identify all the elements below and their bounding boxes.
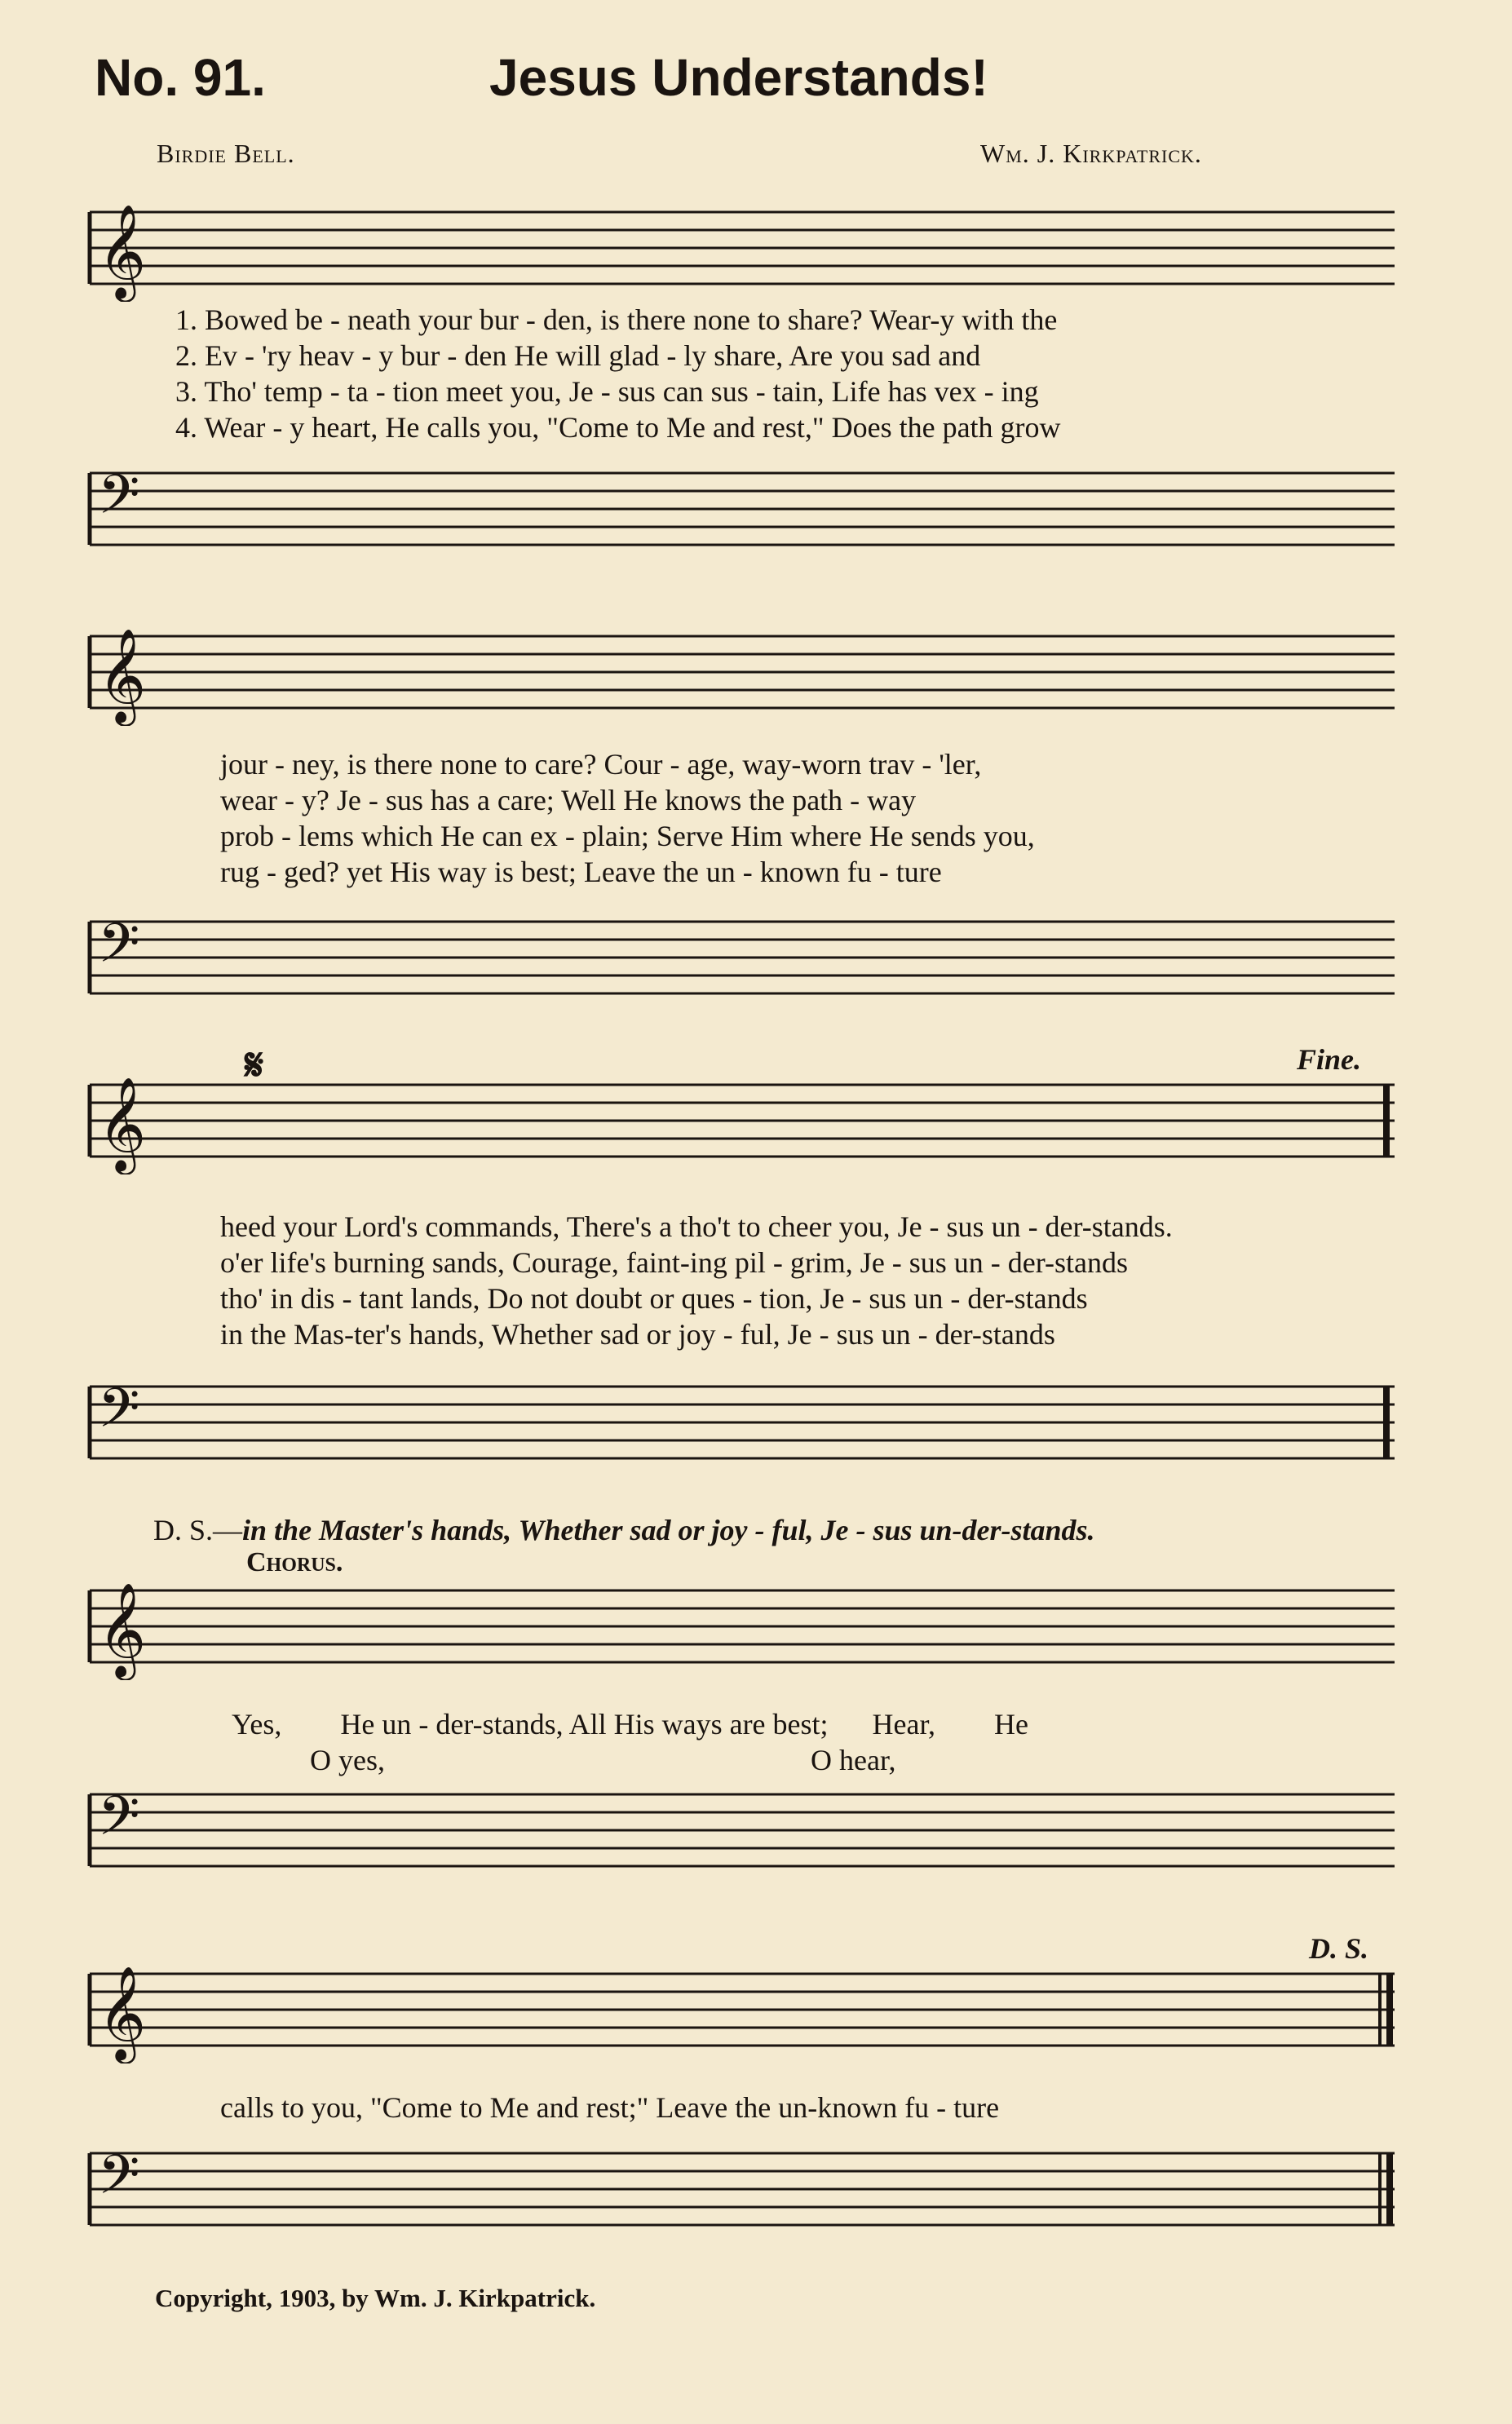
chorus-line-1: Yes, He un - der-stands, All His ways are best; Hear, He <box>232 1708 1029 1741</box>
treble-staff-chorus-1 <box>73 1574 1411 1680</box>
verse-3-line-1: 3. Tho' temp - ta - tion meet you, Je - sus can sus - tain, Life has vex - ing <box>175 375 1039 408</box>
ds-lyric-line <box>153 1513 1095 1547</box>
treble-staff-system-1 <box>73 196 1411 302</box>
ds-prefix: D. S.— <box>153 1514 243 1546</box>
svg-text:𝄢: 𝄢 <box>98 1788 140 1860</box>
svg-text:𝄢: 𝄢 <box>98 1380 140 1452</box>
verse-4-line-3: in the Mas-ter's hands, Whether sad or joy - ful, Je - sus un - der-stands <box>220 1318 1055 1351</box>
bass-staff-chorus-2 <box>73 2137 1411 2243</box>
ds-text: in the Master's hands, Whether sad or joy - ful, Je - sus un-der-stands. <box>242 1514 1095 1546</box>
verse-2-line-2: wear - y? Je - sus has a care; Well He knows the path - way <box>220 784 917 816</box>
svg-text:𝄞: 𝄞 <box>98 1585 147 1675</box>
composer: Wm. J. Kirkpatrick. <box>980 139 1202 168</box>
bass-staff-system-2 <box>73 905 1411 1011</box>
ds-marker: D. S. <box>1309 1932 1369 1965</box>
bass-staff-system-3 <box>73 1370 1411 1476</box>
svg-text:𝄞: 𝄞 <box>98 630 147 721</box>
bass-staff-system-1 <box>73 457 1411 563</box>
segno-icon: 𝄋 <box>245 1041 264 1090</box>
treble-staff-system-3 <box>73 1068 1411 1174</box>
verse-4-line-2: rug - ged? yet His way is best; Leave the un - known fu - ture <box>220 856 942 888</box>
svg-text:𝄢: 𝄢 <box>98 467 140 538</box>
lyricist: Birdie Bell. <box>157 139 295 168</box>
svg-text:𝄢: 𝄢 <box>98 2147 140 2218</box>
verse-1-line-3: heed your Lord's commands, There's a tho't to cheer you, Je - sus un - der-stands. <box>220 1210 1173 1243</box>
svg-text:𝄢: 𝄢 <box>98 915 140 987</box>
verse-1-line-2: jour - ney, is there none to care? Cour - age, way-worn trav - 'ler, <box>220 748 982 781</box>
treble-staff-system-2 <box>73 620 1411 726</box>
hymn-title: Jesus Understands! <box>489 48 988 107</box>
svg-text:𝄞: 𝄞 <box>98 206 147 297</box>
verse-2-line-1: 2. Ev - 'ry heav - y bur - den He will glad - ly share, Are you sad and <box>175 339 981 372</box>
verse-2-line-3: o'er life's burning sands, Courage, faint-ing pil - grim, Je - sus un - der-stands <box>220 1246 1129 1279</box>
verse-1-line-1: 1. Bowed be - neath your bur - den, is there none to share? Wear-y with the <box>175 303 1058 336</box>
copyright-notice: Copyright, 1903, by Wm. J. Kirkpatrick. <box>155 2284 596 2312</box>
chorus-label: Chorus. <box>246 1547 343 1577</box>
bass-staff-chorus-1 <box>73 1778 1411 1884</box>
fine-marker: Fine. <box>1297 1043 1362 1076</box>
verse-4-line-1: 4. Wear - y heart, He calls you, "Come to Me and rest," Does the path grow <box>175 411 1061 444</box>
hymn-number: No. 91. <box>95 48 266 107</box>
verse-3-line-2: prob - lems which He can ex - plain; Serve Him where He sends you, <box>220 820 1035 852</box>
chorus-line-2: O yes, O hear, <box>310 1744 896 1776</box>
chorus-line-3: calls to you, "Come to Me and rest;" Leave the un-known fu - ture <box>220 2091 1000 2124</box>
svg-text:𝄞: 𝄞 <box>98 1968 147 2059</box>
treble-staff-chorus-2 <box>73 1957 1411 2063</box>
verse-3-line-3: tho' in dis - tant lands, Do not doubt or ques - tion, Je - sus un - der-stands <box>220 1282 1088 1315</box>
svg-text:𝄞: 𝄞 <box>98 1079 147 1170</box>
